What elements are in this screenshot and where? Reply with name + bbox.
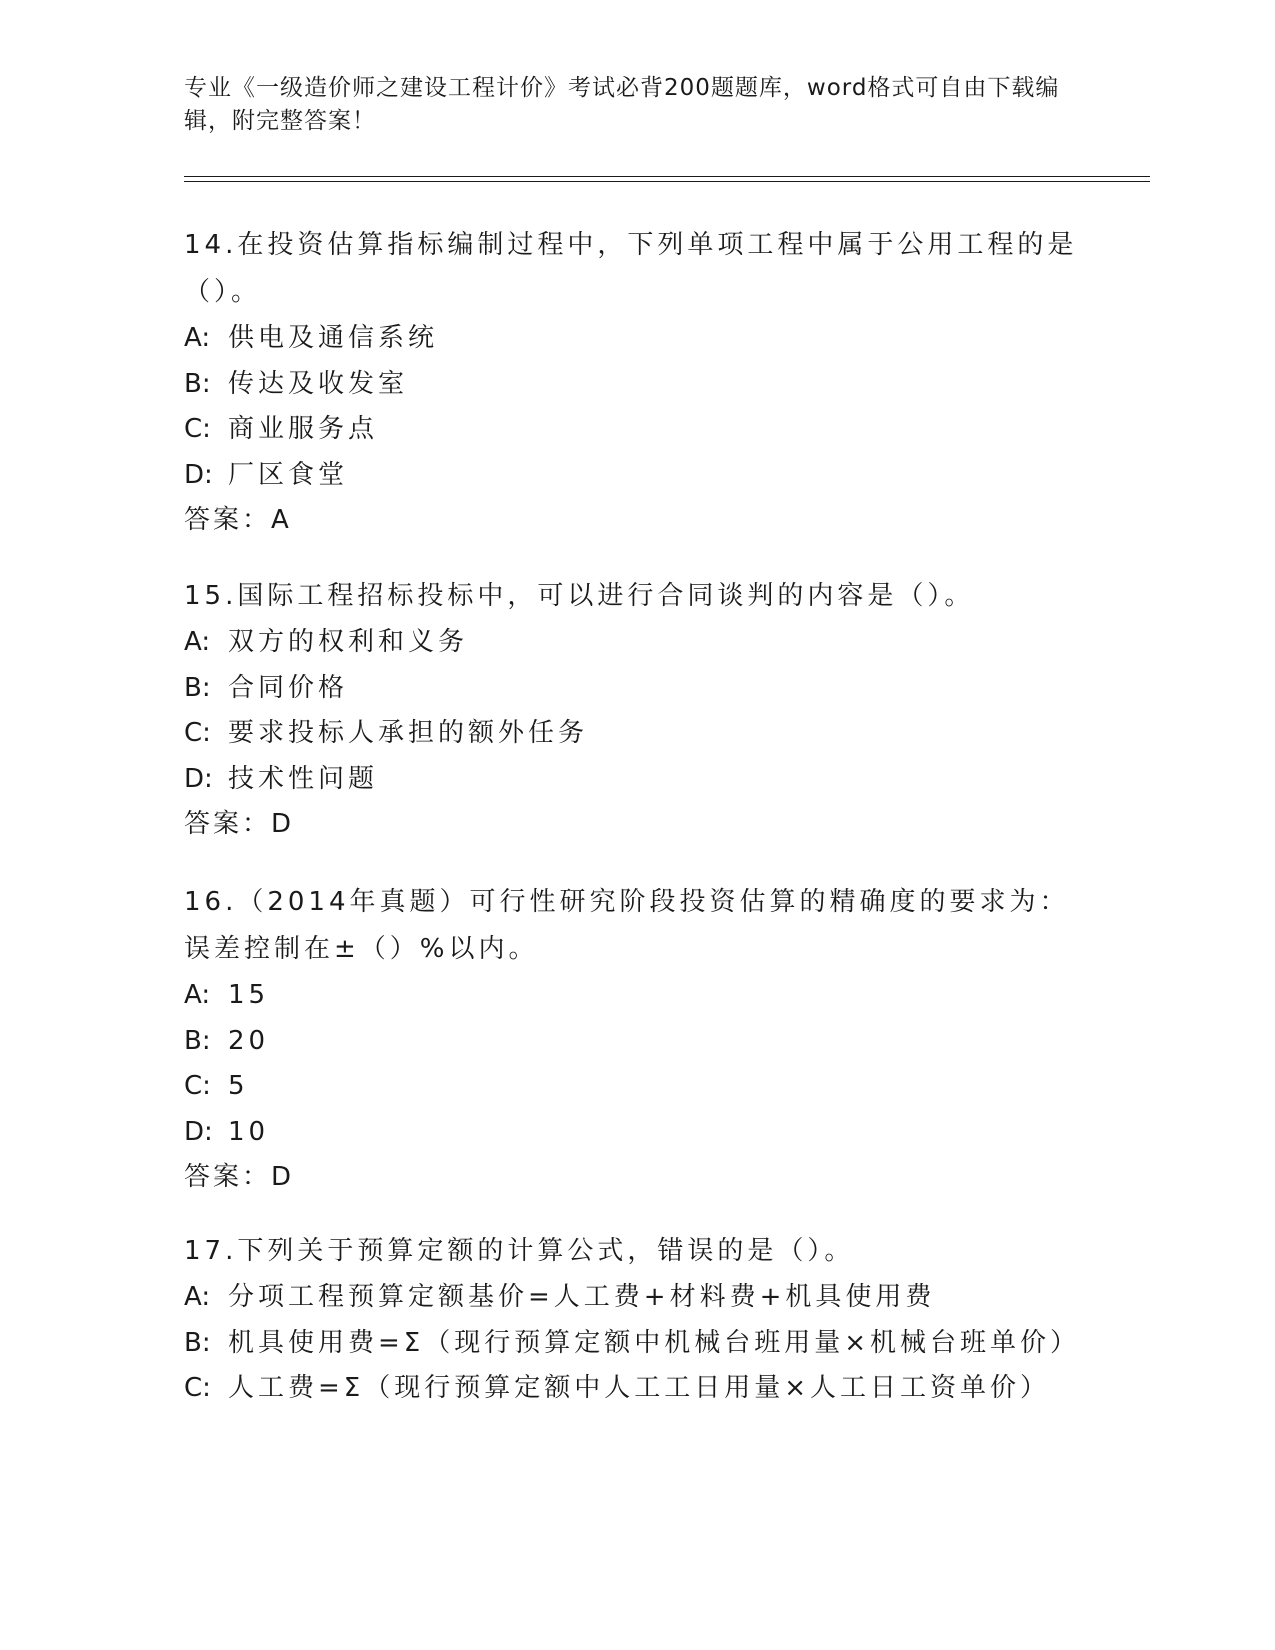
question-stem: 15.国际工程招标投标中，可以进行合同谈判的内容是（）。: [184, 581, 975, 611]
option-key: B:: [184, 672, 211, 703]
option-key: C:: [184, 1071, 211, 1101]
header-divider-top: [184, 176, 1150, 177]
option-key: A:: [184, 323, 211, 353]
option-text: 要求投标人承担的额外任务: [228, 718, 589, 748]
answer-value: D: [271, 809, 293, 839]
option-key: B:: [184, 368, 211, 399]
option-text: 双方的权利和义务: [228, 627, 469, 657]
answer-line: [184, 802, 1084, 848]
option-c: [184, 711, 1084, 757]
question-stem: 16.（2014年真题）可行性研究阶段投资估算的精确度的要求为：误差控制在±（）%以内。: [184, 887, 1070, 964]
option-b: [184, 362, 1084, 408]
option-a: [184, 620, 1084, 666]
option-key: B:: [184, 1025, 211, 1056]
question-15: [184, 573, 1084, 848]
option-a: [184, 1275, 1084, 1321]
option-text: 人工费=Σ（现行预算定额中人工工日用量×人工日工资单价）: [228, 1373, 1050, 1403]
option-text: 5: [228, 1071, 249, 1101]
option-key: D:: [184, 459, 213, 490]
option-key: C:: [184, 414, 211, 444]
question-stem: 14.在投资估算指标编制过程中，下列单项工程中属于公用工程的是（）。: [184, 230, 1078, 307]
answer-label: 答案：: [184, 505, 272, 535]
option-key: A:: [184, 627, 211, 657]
option-text: 20: [228, 1025, 270, 1056]
option-text: 传达及收发室: [228, 368, 409, 399]
option-b: [184, 1019, 1084, 1065]
option-b: [184, 666, 1084, 712]
option-a: [184, 973, 1084, 1019]
option-d: [184, 757, 1084, 803]
option-text: 机具使用费=Σ（现行预算定额中机械台班用量×机械台班单价）: [228, 1327, 1080, 1358]
document-header: 专业《一级造价师之建设工程计价》考试必背200题题库，word格式可自由下载编辑，附完整答案！: [184, 75, 1060, 134]
option-b: [184, 1321, 1084, 1367]
answer-value: D: [271, 1162, 293, 1192]
option-text: 厂区食堂: [228, 459, 349, 490]
option-text: 合同价格: [228, 672, 349, 703]
answer-label: 答案：: [184, 1162, 272, 1192]
option-c: [184, 1366, 1084, 1412]
option-c: [184, 407, 1084, 453]
option-a: [184, 316, 1084, 362]
option-key: A:: [184, 1282, 211, 1312]
option-text: 分项工程预算定额基价=人工费+材料费+机具使用费: [228, 1282, 936, 1312]
answer-line: [184, 1155, 1084, 1201]
question-16: [184, 879, 1084, 1201]
option-text: 商业服务点: [228, 414, 379, 444]
header-divider-bottom: [184, 181, 1150, 182]
option-text: 10: [228, 1116, 270, 1147]
option-c: [184, 1064, 1084, 1110]
option-key: D:: [184, 763, 213, 794]
option-text: 供电及通信系统: [228, 323, 439, 353]
answer-line: [184, 498, 1084, 544]
option-key: C:: [184, 718, 211, 748]
option-d: [184, 453, 1084, 499]
option-d: [184, 1110, 1084, 1156]
question-stem: 17.下列关于预算定额的计算公式，错误的是（）。: [184, 1236, 855, 1266]
option-text: 15: [228, 980, 270, 1010]
option-text: 技术性问题: [228, 763, 379, 794]
answer-label: 答案：: [184, 809, 272, 839]
option-key: A:: [184, 980, 211, 1010]
answer-value: A: [271, 505, 290, 535]
option-key: B:: [184, 1327, 211, 1358]
question-14: [184, 222, 1084, 544]
question-17: [184, 1228, 1084, 1412]
option-key: D:: [184, 1116, 213, 1147]
option-key: C:: [184, 1373, 211, 1403]
